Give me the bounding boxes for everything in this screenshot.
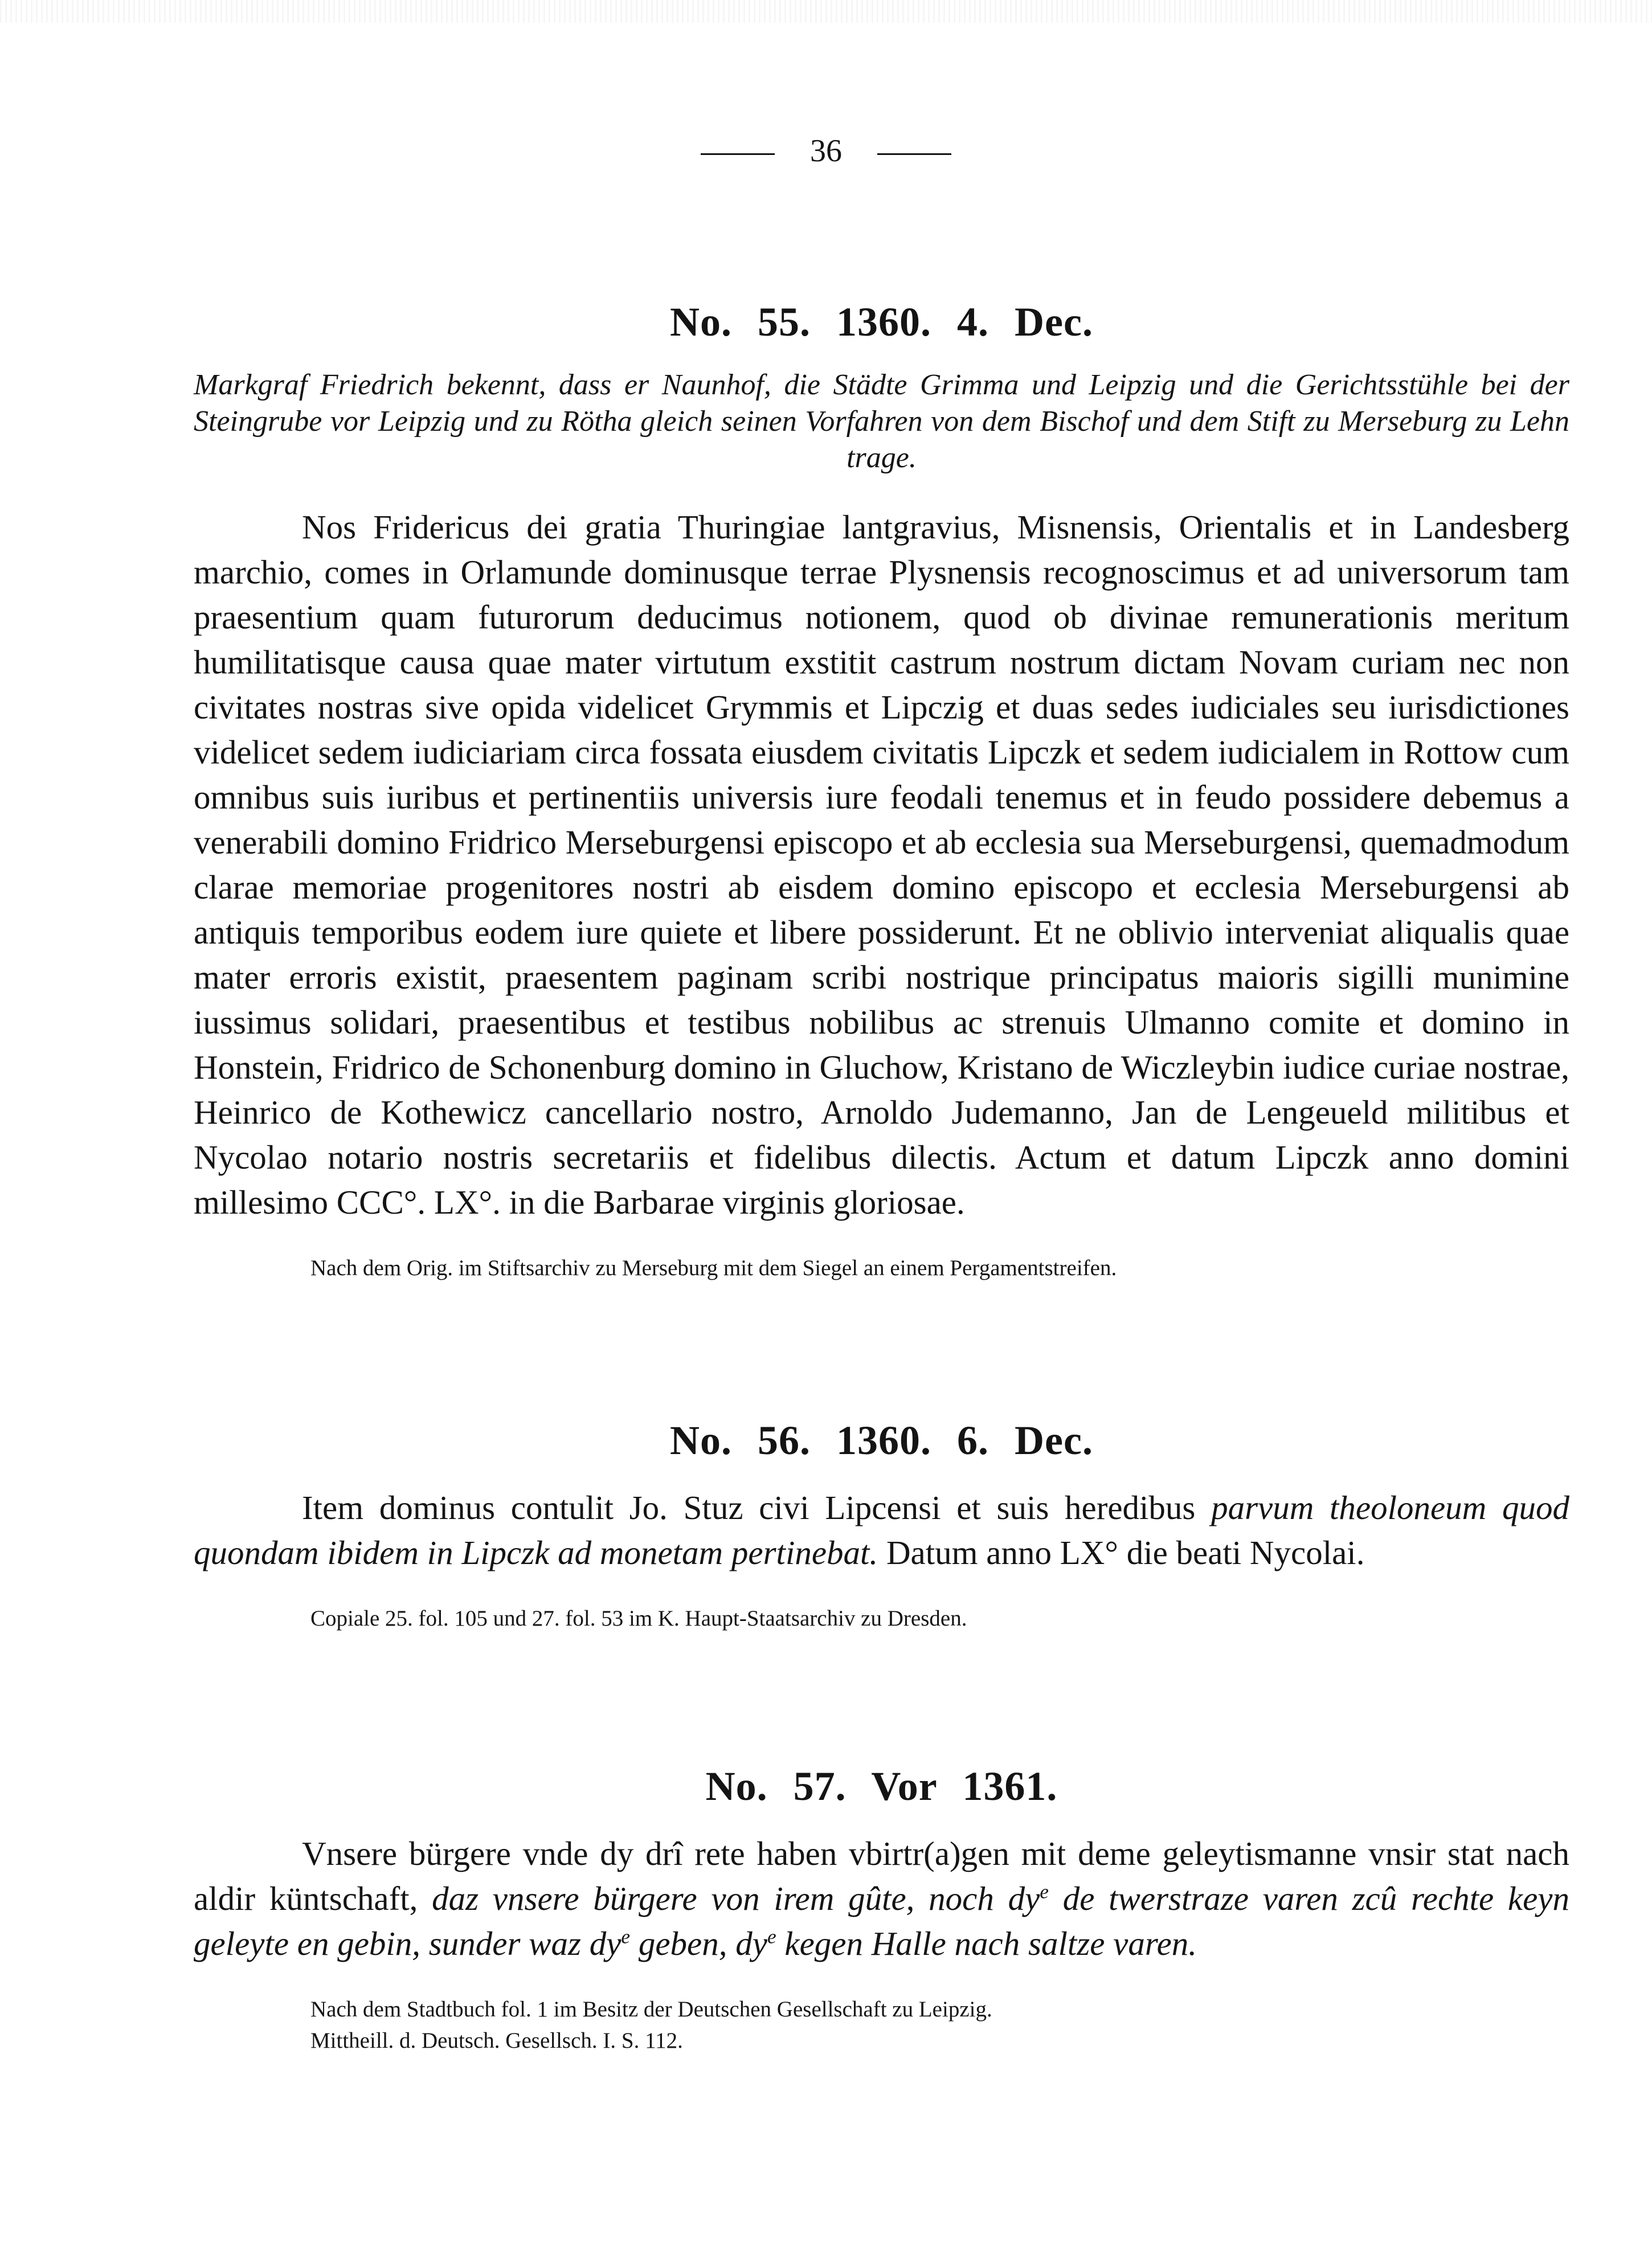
source-line: Copiale 25. fol. 105 und 27. fol. 53 im K. Haupt-Staatsarchiv zu Dresden. [310, 1606, 967, 1631]
header-rule-left [701, 153, 775, 155]
source-line: Mittheill. d. Deutsch. Gesellsch. I. S. 112. [310, 2028, 683, 2053]
section-gap [194, 1634, 1569, 1761]
entry-text: Nos Fridericus dei gratia Thuringiae lantgravius, Misnensis, Orientalis et in Landesberg marchio, comes in Orlamunde dominusque terrae Plysnensis recognoscimus et ad universorum tam praesentium quam futurorum deducimus notionem, quod ob divinae remunerationis meritum humilitatisque causa quae mater virtutum exstitit castrum nostrum dictam Novam curiam nec non civitates nostras sive opida videlicet Grymmis et Lipczig et duas sedes iudiciales seu iurisdictiones videlicet sedem iudiciariam circa fossata eiusdem civitatis Lipczk et sedem iudicialem in Rottow cum omnibus suis iuribus et pertinentiis universis iure feodali tenemus et in feudo possidere debemus a venerabili domino Fridrico Merseburgensi episcopo et ab ecclesia sua Merseburgensi, quemadmodum clarae memoriae progenitores nostri ab eisdem domino episcopo et ecclesia Merseburgensi ab antiquis temporibus eodem iure quiete et libere possiderunt. Et ne oblivio interveniat aliqualis quae mater erroris existit, praesentem paginam scribi nostrique principatus maioris sigilli munimine iussimus solidari, praesentibus et testibus nobilibus ac strenuis Ulmanno comite et domino in Honstein, Fridrico de Schonenburg domino in Gluchow, Kristano de Wiczleybin iudice curiae nostrae, Heinrico de Kothewicz cancellario nostro, Arnoldo Judemanno, Jan de Lengeueld militibus et Nycolao notario nostris secretariis et fidelibus dilectis. Actum et datum Lipczk anno domini millesimo CCC°. LX°. in die Barbarae virginis gloriosae. [194, 508, 1569, 1221]
header-rule-right [877, 153, 951, 155]
scan-edge-noise [0, 0, 1652, 23]
page-header [0, 131, 1652, 171]
entry-heading: No. 57. Vor 1361. [705, 1763, 1058, 1809]
source-note [310, 1994, 1569, 2056]
entry-heading: No. 56. 1360. 6. Dec. [670, 1418, 1093, 1463]
section-gap [194, 1284, 1569, 1415]
source-note [310, 1252, 1569, 1284]
document-body [194, 296, 1569, 2056]
entry-56 [194, 1415, 1569, 1634]
text-italic: de twerstraze varen zcû rechte keyn geleyte en gebin, sunder waz dy [194, 1880, 1569, 1962]
entry-57 [194, 1761, 1569, 2056]
entry-heading: No. 55. 1360. 4. Dec. [670, 299, 1093, 345]
text-roman: Vnsere bürgere vnde dy drî rete haben vbirtr(a)gen mit deme geleytismanne vnsir stat nach aldir küntschaft, [194, 1835, 1569, 1917]
source-note [310, 1603, 1569, 1634]
superscript-e: e [767, 1925, 776, 1948]
text-roman: Item dominus contulit Jo. Stuz civi Lipcensi et suis heredibus [302, 1489, 1196, 1526]
text-italic: parvum theoloneum quod quondam ibidem in Lipczk ad monetam pertinebat. [194, 1489, 1569, 1571]
text-italic: geben, dy [638, 1925, 767, 1962]
text-italic: kegen Halle nach saltze varen. [784, 1925, 1197, 1962]
source-line: Nach dem Stadtbuch fol. 1 im Besitz der Deutschen Gesellschaft zu Leipzig. [310, 1997, 992, 2022]
text-roman: Datum anno LX° die beati Nycolai. [886, 1534, 1365, 1571]
superscript-e: e [1040, 1880, 1049, 1903]
entry-text [194, 1831, 1569, 1966]
entry-text [194, 1485, 1569, 1575]
entry-55 [194, 296, 1569, 1284]
source-line: Nach dem Orig. im Stiftsarchiv zu Merseburg mit dem Siegel an einem Pergamentstreifen. [310, 1256, 1117, 1280]
text-italic: daz vnsere bürgere von irem gûte, noch dy [432, 1880, 1040, 1917]
superscript-e: e [621, 1925, 631, 1948]
entry-regest: Markgraf Friedrich bekennt, dass er Naunhof, die Städte Grimma und Leipzig und die Gerichtsstühle bei der Steingrube vor Leipzig und zu Rötha gleich seinen Vorfahren von dem Bischof und dem Stift zu Merseburg zu Lehn trage. [194, 369, 1569, 474]
page-number: 36 [810, 133, 842, 169]
